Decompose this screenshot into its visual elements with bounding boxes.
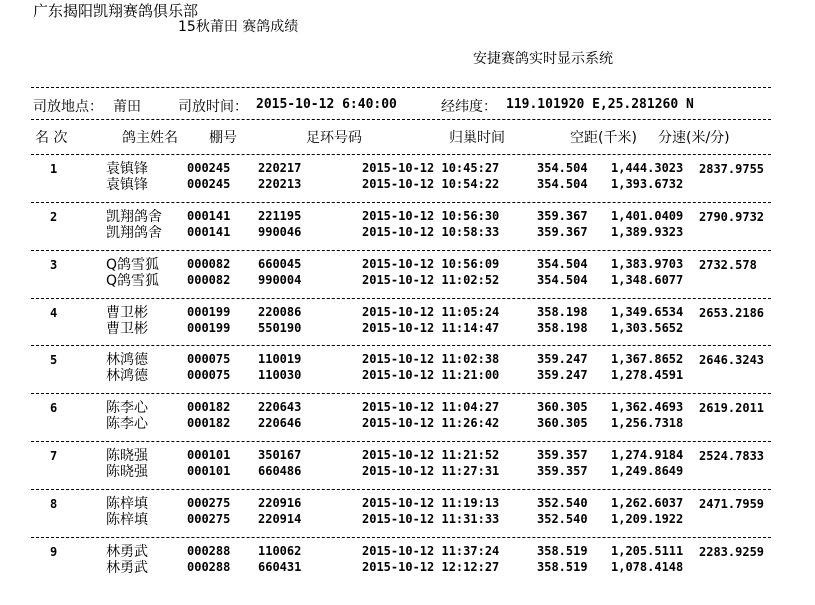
speed-value: 1,389.9323 bbox=[611, 225, 684, 239]
owner-name: 凯翔鸽舍 bbox=[106, 225, 162, 241]
col-distance: 空距(千米) bbox=[570, 130, 637, 146]
result-group bbox=[0, 542, 815, 582]
distance-value: 358.519 bbox=[537, 560, 588, 574]
arrival-time: 2015-10-12 11:05:24 bbox=[362, 305, 500, 319]
group-divider bbox=[31, 298, 771, 299]
distance-value: 354.504 bbox=[537, 273, 588, 287]
arrival-time: 2015-10-12 11:21:52 bbox=[362, 448, 500, 462]
ring-number: 220914 bbox=[258, 512, 302, 526]
distance-value: 358.198 bbox=[537, 321, 588, 335]
rank-value: 9 bbox=[50, 545, 58, 559]
rank-value: 3 bbox=[50, 258, 58, 272]
ring-number: 110062 bbox=[258, 544, 302, 558]
speed-value: 1,262.6037 bbox=[611, 496, 684, 510]
col-arrival: 归巢时间 bbox=[449, 130, 505, 146]
ring-number: 350167 bbox=[258, 448, 302, 462]
rank-value: 4 bbox=[50, 306, 58, 320]
score-value: 2471.7959 bbox=[699, 497, 765, 511]
shed-number: 000141 bbox=[187, 209, 231, 223]
speed-value: 1,303.5652 bbox=[611, 321, 684, 335]
arrival-time: 2015-10-12 11:19:13 bbox=[362, 496, 500, 510]
owner-name: 袁镇锋 bbox=[106, 177, 148, 193]
distance-value: 360.305 bbox=[537, 416, 588, 430]
speed-value: 1,249.8649 bbox=[611, 464, 684, 478]
divider bbox=[31, 119, 771, 120]
distance-value: 358.519 bbox=[537, 544, 588, 558]
arrival-time: 2015-10-12 11:21:00 bbox=[362, 368, 500, 382]
result-group bbox=[0, 303, 815, 343]
distance-value: 359.367 bbox=[537, 209, 588, 223]
col-rank: 名 次 bbox=[35, 130, 68, 146]
distance-value: 359.357 bbox=[537, 464, 588, 478]
arrival-time: 2015-10-12 11:02:38 bbox=[362, 352, 500, 366]
speed-value: 1,444.3023 bbox=[611, 161, 684, 175]
col-owner: 鸽主姓名 bbox=[122, 130, 178, 146]
owner-name: 陈梓填 bbox=[106, 496, 148, 512]
distance-value: 354.504 bbox=[537, 177, 588, 191]
group-divider bbox=[31, 202, 771, 203]
result-group bbox=[0, 350, 815, 390]
shed-number: 000275 bbox=[187, 496, 231, 510]
club-name: 广东揭阳凯翔赛鸽俱乐部 bbox=[33, 2, 199, 20]
shed-number: 000288 bbox=[187, 544, 231, 558]
owner-name: 陈晓强 bbox=[106, 464, 148, 480]
speed-value: 1,274.9184 bbox=[611, 448, 684, 462]
shed-number: 000199 bbox=[187, 305, 231, 319]
rank-value: 2 bbox=[50, 210, 58, 224]
ring-number: 220213 bbox=[258, 177, 302, 191]
ring-number: 220643 bbox=[258, 400, 302, 414]
distance-value: 352.540 bbox=[537, 496, 588, 510]
owner-name: 林勇武 bbox=[106, 544, 148, 560]
ring-number: 220916 bbox=[258, 496, 302, 510]
owner-name: 陈李心 bbox=[106, 416, 148, 432]
arrival-time: 2015-10-12 10:56:30 bbox=[362, 209, 500, 223]
distance-value: 360.305 bbox=[537, 400, 588, 414]
shed-number: 000199 bbox=[187, 321, 231, 335]
arrival-time: 2015-10-12 10:54:22 bbox=[362, 177, 500, 191]
ring-number: 660431 bbox=[258, 560, 302, 574]
result-group bbox=[0, 159, 815, 199]
shed-number: 000075 bbox=[187, 368, 231, 382]
time-label: 司放时间： bbox=[178, 99, 248, 115]
col-speed: 分速(米/分) bbox=[658, 130, 730, 146]
distance-value: 359.247 bbox=[537, 368, 588, 382]
ring-number: 110019 bbox=[258, 352, 302, 366]
arrival-time: 2015-10-12 11:04:27 bbox=[362, 400, 500, 414]
shed-number: 000082 bbox=[187, 273, 231, 287]
score-value: 2524.7833 bbox=[699, 449, 765, 463]
distance-value: 358.198 bbox=[537, 305, 588, 319]
distance-value: 354.504 bbox=[537, 161, 588, 175]
arrival-time: 2015-10-12 11:26:42 bbox=[362, 416, 500, 430]
ring-number: 660045 bbox=[258, 257, 302, 271]
speed-value: 1,393.6732 bbox=[611, 177, 684, 191]
shed-number: 000082 bbox=[187, 257, 231, 271]
ring-number: 660486 bbox=[258, 464, 302, 478]
shed-number: 000101 bbox=[187, 464, 231, 478]
system-name: 安捷赛鸽实时显示系统 bbox=[473, 51, 613, 67]
owner-name: 陈梓填 bbox=[106, 512, 148, 528]
score-value: 2790.9732 bbox=[699, 210, 765, 224]
arrival-time: 2015-10-12 12:12:27 bbox=[362, 560, 500, 574]
ring-number: 110030 bbox=[258, 368, 302, 382]
column-header bbox=[0, 127, 815, 145]
distance-value: 352.540 bbox=[537, 512, 588, 526]
ring-number: 221195 bbox=[258, 209, 302, 223]
speed-value: 1,209.1922 bbox=[611, 512, 684, 526]
shed-number: 000075 bbox=[187, 352, 231, 366]
coord-value: 119.101920 E,25.281260 N bbox=[506, 97, 694, 112]
arrival-time: 2015-10-12 11:37:24 bbox=[362, 544, 500, 558]
result-group bbox=[0, 446, 815, 486]
owner-name: 林鸿德 bbox=[106, 352, 148, 368]
shed-number: 000245 bbox=[187, 161, 231, 175]
coord-label: 经纬度： bbox=[441, 99, 497, 115]
score-value: 2646.3243 bbox=[699, 353, 765, 367]
shed-number: 000182 bbox=[187, 416, 231, 430]
distance-value: 359.357 bbox=[537, 448, 588, 462]
owner-name: 陈李心 bbox=[106, 400, 148, 416]
speed-value: 1,383.9703 bbox=[611, 257, 684, 271]
shed-number: 000245 bbox=[187, 177, 231, 191]
speed-value: 1,349.6534 bbox=[611, 305, 684, 319]
score-value: 2837.9755 bbox=[699, 162, 765, 176]
speed-value: 1,256.7318 bbox=[611, 416, 684, 430]
owner-name: 曹卫彬 bbox=[106, 305, 148, 321]
owner-name: Q鸽雪狐 bbox=[106, 273, 160, 289]
arrival-time: 2015-10-12 11:27:31 bbox=[362, 464, 500, 478]
arrival-time: 2015-10-12 11:02:52 bbox=[362, 273, 500, 287]
result-group bbox=[0, 398, 815, 438]
arrival-time: 2015-10-12 11:31:33 bbox=[362, 512, 500, 526]
shed-number: 000275 bbox=[187, 512, 231, 526]
distance-value: 359.367 bbox=[537, 225, 588, 239]
distance-value: 354.504 bbox=[537, 257, 588, 271]
owner-name: 凯翔鸽舍 bbox=[106, 209, 162, 225]
speed-value: 1,367.8652 bbox=[611, 352, 684, 366]
rank-value: 8 bbox=[50, 497, 58, 511]
arrival-time: 2015-10-12 10:45:27 bbox=[362, 161, 500, 175]
ring-number: 220646 bbox=[258, 416, 302, 430]
rank-value: 1 bbox=[50, 162, 58, 176]
group-divider bbox=[31, 154, 771, 155]
result-group bbox=[0, 255, 815, 295]
location-label: 司放地点： bbox=[33, 99, 103, 115]
rank-value: 6 bbox=[50, 401, 58, 415]
ring-number: 990046 bbox=[258, 225, 302, 239]
shed-number: 000288 bbox=[187, 560, 231, 574]
group-divider bbox=[31, 489, 771, 490]
col-shed: 棚号 bbox=[209, 130, 237, 146]
arrival-time: 2015-10-12 11:14:47 bbox=[362, 321, 500, 335]
time-value: 2015-10-12 6:40:00 bbox=[256, 97, 397, 112]
ring-number: 990004 bbox=[258, 273, 302, 287]
result-group bbox=[0, 207, 815, 247]
speed-value: 1,078.4148 bbox=[611, 560, 684, 574]
ring-number: 550190 bbox=[258, 321, 302, 335]
shed-number: 000101 bbox=[187, 448, 231, 462]
group-divider bbox=[31, 345, 771, 346]
owner-name: 林勇武 bbox=[106, 560, 148, 576]
arrival-time: 2015-10-12 10:58:33 bbox=[362, 225, 500, 239]
group-divider bbox=[31, 537, 771, 538]
owner-name: 林鸿德 bbox=[106, 368, 148, 384]
score-value: 2732.578 bbox=[699, 258, 757, 272]
group-divider bbox=[31, 441, 771, 442]
distance-value: 359.247 bbox=[537, 352, 588, 366]
rank-value: 7 bbox=[50, 449, 58, 463]
score-value: 2283.9259 bbox=[699, 545, 765, 559]
owner-name: 陈晓强 bbox=[106, 448, 148, 464]
col-ring: 足环号码 bbox=[306, 130, 362, 146]
speed-value: 1,205.5111 bbox=[611, 544, 684, 558]
speed-value: 1,362.4693 bbox=[611, 400, 684, 414]
owner-name: 曹卫彬 bbox=[106, 321, 148, 337]
shed-number: 000141 bbox=[187, 225, 231, 239]
score-value: 2653.2186 bbox=[699, 306, 765, 320]
speed-value: 1,348.6077 bbox=[611, 273, 684, 287]
group-divider bbox=[31, 250, 771, 251]
location-value: 莆田 bbox=[113, 99, 141, 115]
group-divider bbox=[31, 393, 771, 394]
score-value: 2619.2011 bbox=[699, 401, 765, 415]
result-group bbox=[0, 494, 815, 534]
arrival-time: 2015-10-12 10:56:09 bbox=[362, 257, 500, 271]
rank-value: 5 bbox=[50, 353, 58, 367]
ring-number: 220086 bbox=[258, 305, 302, 319]
divider bbox=[31, 87, 771, 88]
owner-name: Q鸽雪狐 bbox=[106, 257, 160, 273]
shed-number: 000182 bbox=[187, 400, 231, 414]
speed-value: 1,401.0409 bbox=[611, 209, 684, 223]
owner-name: 袁镇锋 bbox=[106, 161, 148, 177]
ring-number: 220217 bbox=[258, 161, 302, 175]
race-title: 15秋莆田 赛鸽成绩 bbox=[178, 19, 299, 35]
speed-value: 1,278.4591 bbox=[611, 368, 684, 382]
